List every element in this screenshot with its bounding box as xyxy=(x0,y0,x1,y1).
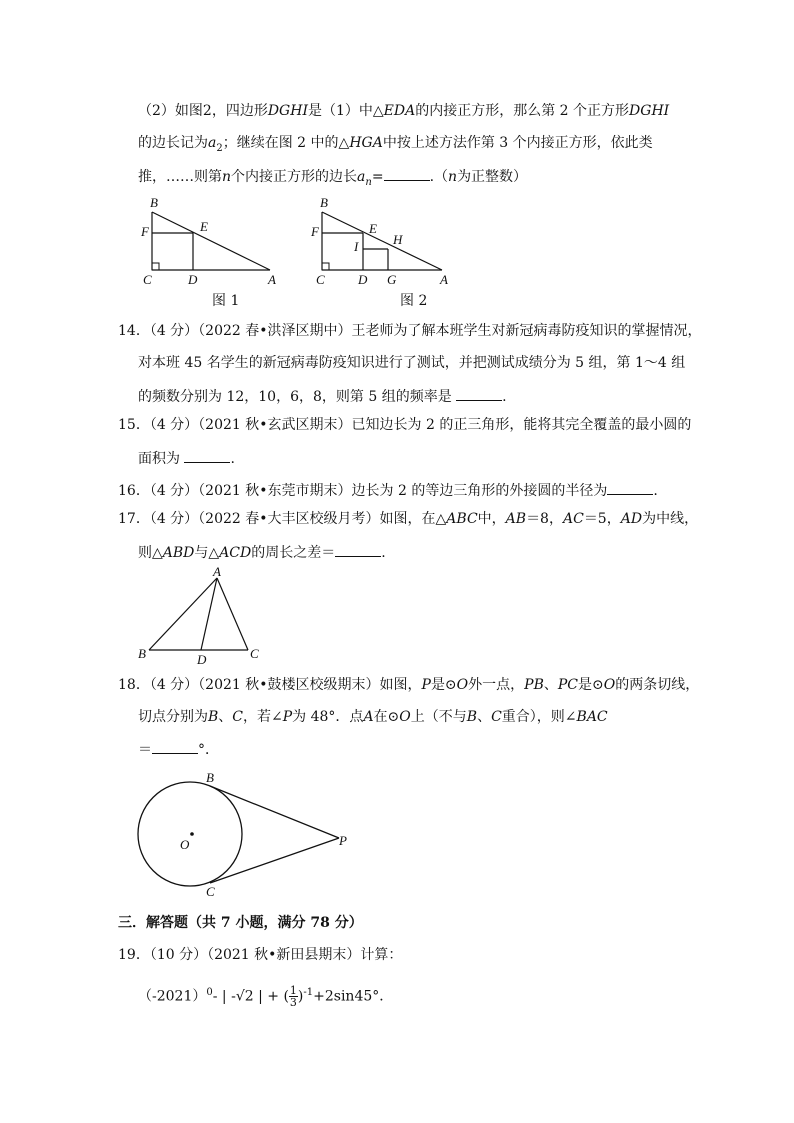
q17-label-C: C xyxy=(250,646,259,661)
fig2-label-B: B xyxy=(320,195,328,210)
fig2-label-C: C xyxy=(316,272,325,287)
fig1-label-A: A xyxy=(268,272,276,287)
q13-line-1: （2）如图2，四边形DGHI是（1）中△EDA的内接正方形，那么第 2 个正方形DGHI xyxy=(138,103,670,119)
fig2-caption: 图 2 xyxy=(400,293,428,309)
q17-label-B: B xyxy=(138,646,146,661)
q14-line-1: 14．（4 分）（2022 春•洪泽区期中）王老师为了解本班学生对新冠病毒防疫知识的掌握情况， xyxy=(118,323,702,339)
q17-triangle-figure xyxy=(134,564,274,670)
q18-line-2: 切点分别为B、C，若∠P为 48°．点A在⊙O上（不与B、C重合），则∠BAC xyxy=(138,709,608,725)
fig2-label-G: G xyxy=(387,272,397,287)
q18-circle-figure xyxy=(128,764,358,902)
figure-1 xyxy=(138,194,288,290)
fig1-label-C: C xyxy=(143,272,152,287)
q14-line-2: 对本班 45 名学生的新冠病毒防疫知识进行了测试，并把测试成绩分为 5 组，第 1～4 组 xyxy=(138,355,686,371)
answer-blank[interactable] xyxy=(152,739,198,754)
fig2-label-H: H xyxy=(393,232,403,247)
fig1-label-B: B xyxy=(150,195,158,210)
answer-blank[interactable] xyxy=(456,386,502,401)
fig2-label-A: A xyxy=(440,272,448,287)
q18-label-B: B xyxy=(206,770,214,785)
q17-label-D: D xyxy=(197,652,207,667)
q13-line-3: 推，……则第n个内接正方形的边长$a_n= .(n$为正整数） xyxy=(138,166,527,192)
answer-blank[interactable] xyxy=(184,448,230,463)
q18-label-P: P xyxy=(339,833,347,848)
q17-label-A: A xyxy=(213,564,221,579)
q13-line-2: 的边长记为$a_2$；继续在图 2 中的△HGA中按上述方法作第 3 个内接正方形，依此类 xyxy=(138,135,653,154)
q18-label-C: C xyxy=(206,884,215,899)
answer-blank[interactable] xyxy=(607,480,653,495)
fig2-label-D: D xyxy=(358,272,368,287)
fig1-label-D: D xyxy=(188,272,198,287)
fig2-label-E: E xyxy=(369,221,377,236)
q14-line-3: 的频数分别为 12，10，6，8，则第 5 组的频率是 . xyxy=(138,386,507,406)
fig1-label-F: F xyxy=(141,224,149,239)
answer-blank[interactable] xyxy=(335,542,381,557)
q15-line-2: 面积为 . xyxy=(138,448,235,468)
q18-line-1: 18．（4 分）（2021 秋•鼓楼区校级期末）如图，P是⊙O外一点，PB、PC是⊙O的两条切线， xyxy=(118,677,700,693)
section-heading: 三．解答题（共 7 小题，满分 78 分） xyxy=(118,915,363,931)
fig2-label-I: I xyxy=(354,239,359,254)
fig1-caption: 图 1 xyxy=(212,293,240,309)
q19-line-1: 19．（10 分）（2021 秋•新田县期末）计算： xyxy=(118,947,403,963)
q17-line-1: 17．（4 分）（2022 春•大丰区校级月考）如图，在△ABC中，AB＝8，AC＝5，AD为中线， xyxy=(118,511,699,527)
answer-blank[interactable] xyxy=(384,166,430,181)
q19-expression: $(-2021)^0-$ | -√2 | + ( $\frac{1}{3}$ )$^{-1}$+2sin45°． xyxy=(138,984,394,1010)
fig2-label-F: F xyxy=(311,224,319,239)
q15-line-1: 15．（4 分）（2021 秋•玄武区期末）已知边长为 2 的正三角形，能将其完全覆盖的最小圆的 xyxy=(118,417,692,433)
q17-line-2: 则△ABD与△ACD的周长之差＝ . xyxy=(138,542,386,562)
q16-line-1: 16．（4 分）（2021 秋•东莞市期末）边长为 2 的等边三角形的外接圆的半径为 . xyxy=(118,480,658,500)
q18-label-O: O xyxy=(180,837,190,852)
fig1-label-E: E xyxy=(200,219,208,234)
fraction-one-third: $\frac{1}{3}$ xyxy=(289,984,297,1010)
q18-line-3: ＝ °． xyxy=(138,739,219,759)
figure-2 xyxy=(308,194,458,290)
